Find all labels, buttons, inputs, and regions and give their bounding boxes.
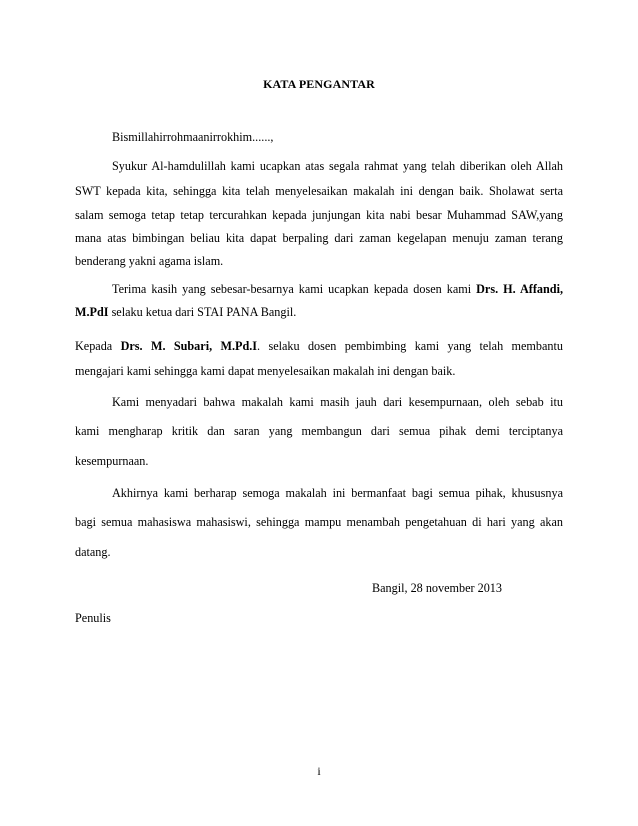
lecturer-degree: M.PdI <box>75 305 109 319</box>
paragraph-4-line-1: Kami menyadari bahwa makalah kami masih jauh dari kesempurnaan, oleh sebab itu <box>112 395 563 409</box>
paragraph-1-line-2: SWT kepada kita, sehingga kita telah menyelesaikan makalah ini dengan baik. Sholawat serta <box>75 184 563 198</box>
paragraph-5-line-2: bagi semua mahasiswa mahasiswi, sehingga mampu menambah pengetahuan di hari yang akan <box>75 515 563 529</box>
date-line: Bangil, 28 november 2013 <box>372 581 502 595</box>
lecturer-name: Drs. H. Affandi, <box>476 282 564 296</box>
paragraph-2-line-1 <box>112 282 563 297</box>
paragraph-2-line-2 <box>75 305 563 320</box>
paragraph-5-line-3: datang. <box>75 545 111 559</box>
paragraph-1-line-3: salam semoga tetap tetap tercurahkan kepada junjungan kita nabi besar Muhammad SAW,yang <box>75 208 563 222</box>
paragraph-3-line-2: mengajari kami sehingga kami dapat menyelesaikan makalah ini dengan baik. <box>75 364 456 378</box>
page-number: i <box>317 764 321 778</box>
lecturer-role: selaku ketua dari STAI PANA Bangil. <box>108 305 297 319</box>
thanks-text: Terima kasih yang sebesar-besarnya kami ucapkan kepada dosen kami <box>112 282 477 296</box>
page-title: KATA PENGANTAR <box>263 77 375 91</box>
paragraph-1-line-5: benderang yakni agama islam. <box>75 254 224 268</box>
supervisor-role: . selaku dosen pembimbing kami yang telah membantu <box>257 339 563 353</box>
opening-line: Bismillahirrohmaanirrokhim......, <box>112 130 274 144</box>
paragraph-3-line-1 <box>75 339 563 354</box>
supervisor-name: Drs. M. Subari, M.Pd.I <box>120 339 258 353</box>
paragraph-5-line-1: Akhirnya kami berharap semoga makalah ini bermanfaat bagi semua pihak, khususnya <box>112 486 563 500</box>
kepada-text: Kepada <box>75 339 121 353</box>
paragraph-4-line-3: kesempurnaan. <box>75 454 149 468</box>
paragraph-1-line-1: Syukur Al-hamdulillah kami ucapkan atas segala rahmat yang telah diberikan oleh Allah <box>112 159 563 173</box>
paragraph-1-line-4: mana atas bimbingan beliau kita dapat berpaling dari zaman kegelapan menuju zaman terang <box>75 231 563 245</box>
signature: Penulis <box>75 611 111 625</box>
paragraph-4-line-2: kami mengharap kritik dan saran yang membangun dari semua pihak demi terciptanya <box>75 424 563 438</box>
